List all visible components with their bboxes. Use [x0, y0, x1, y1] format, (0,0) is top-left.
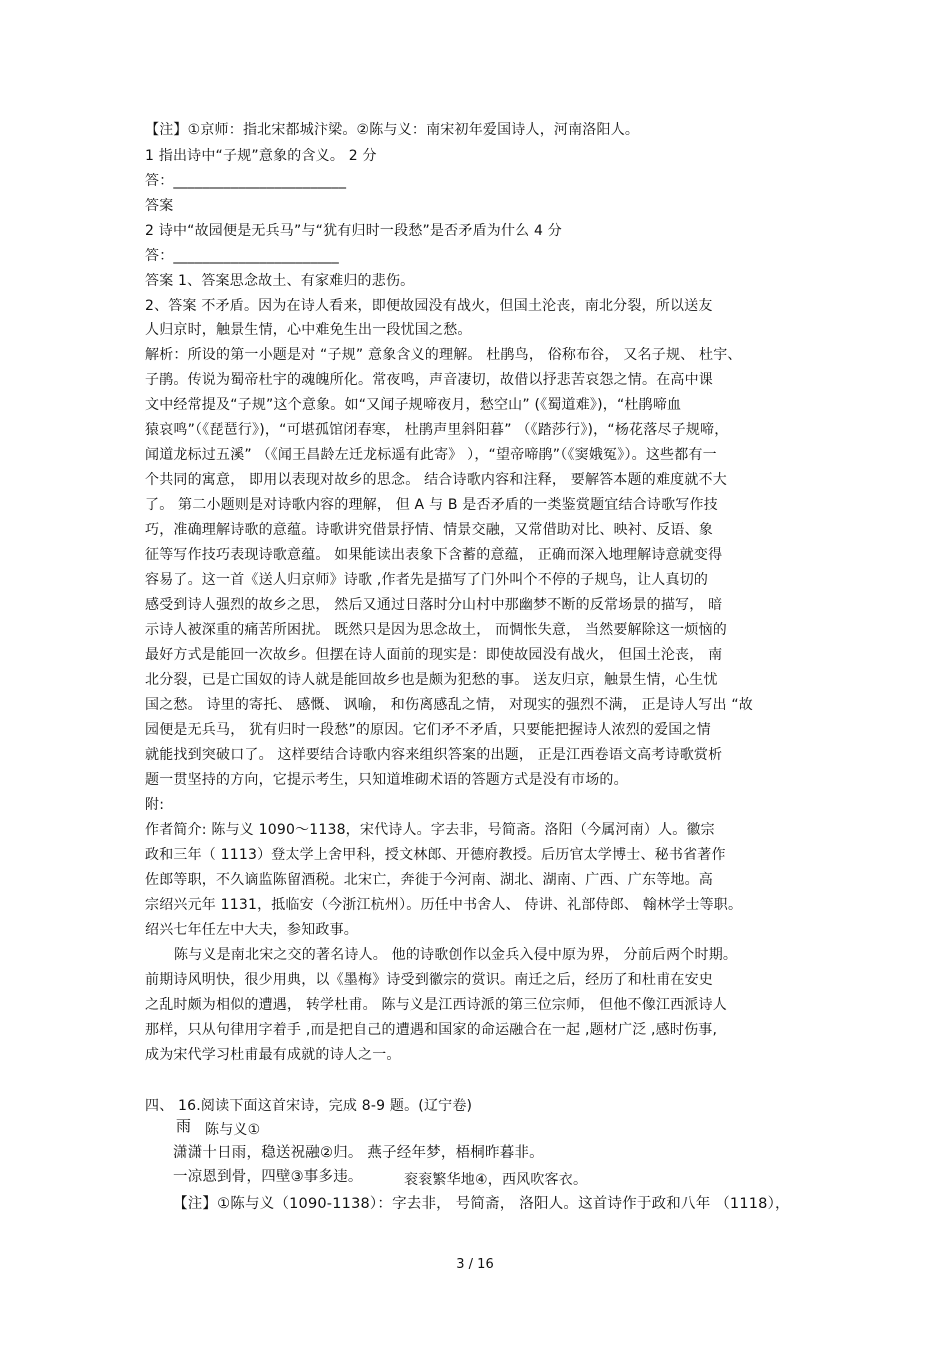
author-bio-line: 作者简介: 陈与义 1090～1138，宋代诗人。字去非，号简斋。洛阳（今属河南）人。徽宗	[145, 822, 715, 838]
poem-line: 一凉恩到骨，四壁③事多违。	[173, 1169, 363, 1185]
analysis-line: 征等写作技巧表现诗歌意蕴。 如果能读出表象下含蓄的意蕴， 正确而深入地理解诗意就变得	[145, 547, 723, 563]
author-bio-line: 佐郎等职，不久谪监陈留酒税。北宋亡，奔徙于今河南、湖北、湖南、广西、广东等地。高	[145, 872, 713, 888]
page-number: 3 / 16	[456, 1257, 494, 1272]
author-paragraph-line: 成为宋代学习杜甫最有成就的诗人之一。	[145, 1047, 401, 1063]
analysis-line: 闻道龙标过五溪” （《闻王昌龄左迁龙标遥有此寄》 ），“望帝啼鹃”（《窦娥冤》）。这些都有一	[145, 447, 717, 463]
author-paragraph-line: 前期诗风明快，很少用典，以《墨梅》诗受到徽宗的赏识。南迁之后，经历了和杜甫在安史	[145, 972, 713, 988]
analysis-line: 文中经常提及“子规”这个意象。如“又闻子规啼夜月，愁空山” (《蜀道难》)，“杜鹃啼血	[145, 397, 682, 413]
analysis-line: 北分裂，已是亡国奴的诗人就是能回故乡也是颇为犯愁的事。 送友归京，触景生情，心生忧	[145, 672, 718, 688]
author-bio-line: 宗绍兴元年 1131，抵临安（今浙江杭州）。历任中书舍人、 侍讲、礼部侍郎、 翰林学士等职。	[145, 897, 743, 913]
author-paragraph-line: 陈与义是南北宋之交的著名诗人。 他的诗歌创作以金兵入侵中原为界， 分前后两个时期。	[174, 947, 738, 963]
analysis-line: 了。 第二小题则是对诗歌内容的理解， 但 A 与 B 是否矛盾的一类鉴赏题宜结合诗歌写作技	[145, 497, 718, 513]
poem-title: 雨	[176, 1117, 192, 1135]
answer-blank-2: 答：_______________________	[145, 248, 339, 264]
poem-line: 潇潇十日雨，稳送祝融②归。 燕子经年梦，梧桐昨暮非。	[173, 1145, 544, 1161]
analysis-line: 示诗人被深重的痛苦所困扰。 既然只是因为思念故土， 而惆怅失意， 当然要解除这一烦恼的	[145, 622, 727, 638]
analysis-line: 子鹃。传说为蜀帝杜宇的魂魄所化。常夜鸣，声音凄切，故借以抒悲苦哀怨之情。在高中课	[145, 372, 713, 388]
author-paragraph-line: 那样，只从句律用字着手 ,而是把自己的遭遇和国家的命运融合在一起 ,题材广泛 ,感时伤事,	[145, 1022, 718, 1038]
analysis-line: 园便是无兵马， 犹有归时一段愁”的原因。它们矛不矛盾，只要能把握诗人浓烈的爱国之情	[145, 722, 711, 738]
analysis-line: 题一贯坚持的方向，它提示考生，只知道堆砌术语的答题方式是没有市场的。	[145, 772, 628, 788]
section-four-heading: 四、 16.阅读下面这首宋诗，完成 8-9 题。(辽宁卷)	[145, 1098, 473, 1114]
analysis-line: 解析：所设的第一小题是对 “子规” 意象含义的理解。 杜鹃鸟， 俗称布谷， 又名子规、 杜宇、	[145, 347, 742, 363]
answer-blank-1: 答：________________________	[145, 173, 347, 189]
author-bio-line: 绍兴七年任左中大夫，参知政事。	[145, 922, 358, 938]
analysis-line: 感受到诗人强烈的故乡之思， 然后又通过日落时分山村中那幽梦不断的反常场景的描写， 暗	[145, 597, 723, 613]
poem-note: 【注】①陈与义（1090-1138）：字去非， 号简斋， 洛阳人。这首诗作于政和八年 （1118），	[173, 1196, 790, 1212]
poem-author: 陈与义①	[205, 1122, 261, 1138]
author-bio-line: 政和三年（ 1113）登太学上舍甲科，授文林郎、开德府教授。后历官太学博士、秘书省著作	[145, 847, 726, 863]
analysis-line: 个共同的寓意， 即用以表现对故乡的思念。 结合诗歌内容和注释， 要解答本题的难度就不大	[145, 472, 727, 488]
question-2: 2 诗中“故园便是无兵马”与“犹有归时一段愁”是否矛盾为什么 4 分	[145, 223, 562, 239]
analysis-line: 最好方式是能回一次故乡。但摆在诗人面前的现实是：即使故园没有战火， 但国土沦丧， 南	[145, 647, 723, 663]
analysis-line: 猿哀鸣”（《琵琶行》)，“可堪孤馆闭春寒， 杜鹃声里斜阳暮” （《踏莎行》)，“杨花落尽子规啼，	[145, 422, 729, 438]
analysis-line: 国之愁。 诗里的寄托、 感慨、 讽喻， 和伤离感乱之情， 对现实的强烈不满， 正是诗人写出 “故	[145, 697, 754, 713]
answer-line: 2、答案 不矛盾。因为在诗人看来，即便故园没有战火，但国土沦丧，南北分裂，所以送友	[145, 298, 713, 314]
answer-label-1: 答案	[145, 198, 174, 214]
author-paragraph-line: 之乱时颇为相似的遭遇， 转学杜甫。 陈与义是江西诗派的第三位宗师， 但他不像江西派诗人	[145, 997, 727, 1013]
analysis-line: 容易了。这一首《送人归京师》诗歌 ,作者先是描写了门外叫个不停的子规鸟，让人真切的	[145, 572, 709, 588]
note-line: 【注】①京师：指北宋都城汴梁。②陈与义：南宋初年爱国诗人，河南洛阳人。	[145, 122, 640, 138]
analysis-line: 就能找到突破口了。 这样要结合诗歌内容来组织答案的出题， 正是江西卷语文高考诗歌赏析	[145, 747, 723, 763]
poem-line: 衮衮繁华地④，西风吹客衣。	[404, 1172, 588, 1188]
appendix-label: 附:	[145, 797, 165, 813]
answer-line: 答案 1、答案思念故土、有家难归的悲伤。	[145, 273, 415, 289]
answer-line: 人归京时，触景生情，心中难免生出一段忧国之愁。	[145, 322, 472, 338]
analysis-line: 巧，准确理解诗歌的意蕴。诗歌讲究借景抒情、情景交融，又常借助对比、映衬、反语、象	[145, 522, 713, 538]
question-1: 1 指出诗中“子规”意象的含义。 2 分	[145, 148, 377, 164]
